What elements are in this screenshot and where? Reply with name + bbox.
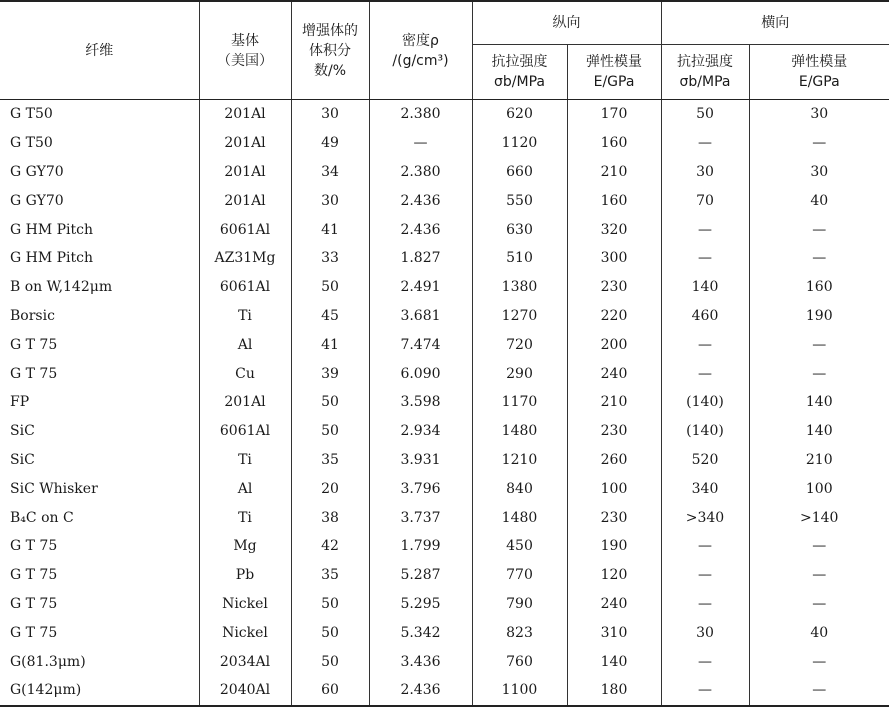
cell-trans-modulus: 40 [749,186,889,215]
cell-trans-tensile: — [661,676,749,706]
cell-long-modulus: 230 [567,417,661,446]
cell-volume-fraction: 50 [291,273,369,302]
cell-fiber: G T 75 [0,590,199,619]
cell-volume-fraction: 50 [291,590,369,619]
cell-trans-modulus: — [749,215,889,244]
cell-matrix: Al [199,474,291,503]
table-row [0,100,889,129]
cell-volume-fraction: 35 [291,561,369,590]
cell-trans-modulus: — [749,129,889,158]
cell-matrix: Cu [199,359,291,388]
cell-trans-modulus: 210 [749,446,889,475]
cell-long-modulus: 210 [567,158,661,187]
header-trans-modulus [749,45,889,100]
cell-fiber: G T 75 [0,330,199,359]
cell-density: 1.827 [369,244,472,273]
cell-long-modulus: 210 [567,388,661,417]
cell-long-modulus: 120 [567,561,661,590]
cell-long-modulus: 160 [567,129,661,158]
cell-matrix: Nickel [199,618,291,647]
cell-long-tensile: 1270 [472,302,567,331]
table-row [0,532,889,561]
cell-matrix: 6061Al [199,273,291,302]
cell-long-modulus: 230 [567,503,661,532]
cell-fiber: G T 75 [0,532,199,561]
cell-trans-modulus: — [749,244,889,273]
cell-matrix: Ti [199,302,291,331]
table-header [0,1,889,100]
cell-trans-tensile: — [661,244,749,273]
cell-long-tensile: 760 [472,647,567,676]
cell-fiber: SiC Whisker [0,474,199,503]
table-row [0,186,889,215]
table-row [0,158,889,187]
header-density [369,1,472,100]
cell-volume-fraction: 38 [291,503,369,532]
cell-fiber: G T 75 [0,561,199,590]
cell-long-tensile: 770 [472,561,567,590]
header-volfrac-line3: 数/% [292,61,369,81]
cell-volume-fraction: 50 [291,388,369,417]
table-row [0,215,889,244]
cell-density: 5.342 [369,618,472,647]
cell-trans-modulus: — [749,532,889,561]
cell-matrix: Ti [199,446,291,475]
cell-trans-modulus: 30 [749,100,889,129]
cell-density: 5.287 [369,561,472,590]
table-row [0,647,889,676]
cell-long-tensile: 620 [472,100,567,129]
header-longitudinal-label: 纵向 [553,15,581,31]
table-row [0,618,889,647]
cell-long-tensile: 1210 [472,446,567,475]
cell-trans-modulus: 160 [749,273,889,302]
table-row [0,330,889,359]
cell-matrix: 6061Al [199,215,291,244]
cell-trans-tensile: 520 [661,446,749,475]
cell-density: 2.491 [369,273,472,302]
cell-trans-tensile: 50 [661,100,749,129]
table-body [0,100,889,706]
cell-matrix: 201Al [199,186,291,215]
cell-fiber: G(81.3μm) [0,647,199,676]
cell-long-modulus: 190 [567,532,661,561]
cell-long-modulus: 300 [567,244,661,273]
cell-density: 3.436 [369,647,472,676]
table-row [0,417,889,446]
header-trans-tensile [661,45,749,100]
cell-volume-fraction: 42 [291,532,369,561]
header-long-tensile-line1: 抗拉强度 [473,52,567,72]
cell-fiber: G GY70 [0,186,199,215]
cell-long-modulus: 220 [567,302,661,331]
cell-density: 2.380 [369,158,472,187]
cell-trans-modulus: — [749,590,889,619]
cell-volume-fraction: 50 [291,618,369,647]
cell-matrix: 201Al [199,388,291,417]
cell-density: 3.681 [369,302,472,331]
cell-trans-tensile: — [661,647,749,676]
table-row [0,388,889,417]
header-matrix [199,1,291,100]
cell-fiber: SiC [0,417,199,446]
cell-volume-fraction: 49 [291,129,369,158]
cell-volume-fraction: 60 [291,676,369,706]
header-volume-fraction [291,1,369,100]
cell-matrix: 201Al [199,100,291,129]
cell-long-modulus: 240 [567,359,661,388]
table-row [0,474,889,503]
table-row [0,273,889,302]
cell-fiber: FP [0,388,199,417]
cell-long-tensile: 550 [472,186,567,215]
cell-fiber: G HM Pitch [0,244,199,273]
cell-long-tensile: 840 [472,474,567,503]
cell-long-tensile: 790 [472,590,567,619]
cell-volume-fraction: 45 [291,302,369,331]
cell-matrix: 2034Al [199,647,291,676]
cell-trans-tensile: — [661,359,749,388]
cell-density: 3.737 [369,503,472,532]
table-row [0,503,889,532]
cell-trans-tensile: — [661,532,749,561]
cell-long-modulus: 230 [567,273,661,302]
cell-long-modulus: 140 [567,647,661,676]
cell-trans-tensile: — [661,590,749,619]
cell-density: 3.598 [369,388,472,417]
cell-volume-fraction: 39 [291,359,369,388]
cell-long-tensile: 720 [472,330,567,359]
cell-density: 2.436 [369,215,472,244]
cell-long-tensile: 630 [472,215,567,244]
cell-long-modulus: 100 [567,474,661,503]
cell-density: 2.436 [369,186,472,215]
cell-volume-fraction: 30 [291,186,369,215]
table-row [0,561,889,590]
table-row [0,446,889,475]
cell-long-tensile: 290 [472,359,567,388]
cell-density: 1.799 [369,532,472,561]
table-row [0,676,889,706]
cell-volume-fraction: 33 [291,244,369,273]
cell-long-modulus: 170 [567,100,661,129]
cell-long-modulus: 240 [567,590,661,619]
header-fiber-label: 纤维 [85,43,113,59]
cell-long-tensile: 1170 [472,388,567,417]
header-volfrac-line2: 体积分 [292,41,369,61]
cell-trans-tensile: — [661,129,749,158]
cell-density: — [369,129,472,158]
cell-trans-tensile: 30 [661,618,749,647]
header-trans-tensile-line1: 抗拉强度 [662,52,749,72]
cell-fiber: G T50 [0,100,199,129]
cell-matrix: 201Al [199,129,291,158]
cell-density: 3.796 [369,474,472,503]
cell-trans-tensile: 30 [661,158,749,187]
cell-matrix: Al [199,330,291,359]
cell-fiber: G HM Pitch [0,215,199,244]
cell-trans-modulus: 100 [749,474,889,503]
header-trans-modulus-line2: E/GPa [750,72,889,92]
cell-trans-tensile: (140) [661,388,749,417]
cell-trans-modulus: — [749,647,889,676]
cell-matrix: Mg [199,532,291,561]
cell-volume-fraction: 50 [291,417,369,446]
cell-long-modulus: 160 [567,186,661,215]
cell-density: 2.380 [369,100,472,129]
cell-trans-modulus: 140 [749,417,889,446]
cell-long-tensile: 1100 [472,676,567,706]
cell-fiber: G T 75 [0,618,199,647]
cell-trans-tensile: 70 [661,186,749,215]
cell-trans-tensile: 460 [661,302,749,331]
header-long-modulus [567,45,661,100]
cell-matrix: 6061Al [199,417,291,446]
cell-fiber: G T 75 [0,359,199,388]
cell-volume-fraction: 30 [291,100,369,129]
cell-fiber: G GY70 [0,158,199,187]
cell-trans-tensile: — [661,561,749,590]
cell-fiber: B on W,142μm [0,273,199,302]
cell-trans-modulus: — [749,561,889,590]
cell-matrix: Nickel [199,590,291,619]
cell-fiber: B₄C on C [0,503,199,532]
cell-density: 5.295 [369,590,472,619]
cell-trans-tensile: — [661,330,749,359]
table-row [0,302,889,331]
cell-trans-tensile: >340 [661,503,749,532]
cell-trans-tensile: 140 [661,273,749,302]
header-long-modulus-line1: 弹性模量 [568,52,661,72]
cell-long-tensile: 1480 [472,503,567,532]
header-density-line1: 密度ρ [370,31,472,51]
table-row [0,244,889,273]
cell-long-tensile: 660 [472,158,567,187]
header-trans-modulus-line1: 弹性模量 [750,52,889,72]
cell-long-tensile: 1380 [472,273,567,302]
header-long-tensile-line2: σb/MPa [473,72,567,92]
cell-long-tensile: 823 [472,618,567,647]
cell-matrix: AZ31Mg [199,244,291,273]
cell-trans-modulus: 30 [749,158,889,187]
header-transverse-label: 横向 [761,15,789,31]
cell-volume-fraction: 20 [291,474,369,503]
header-density-line2: /(g/cm³) [370,51,472,71]
cell-trans-modulus: — [749,359,889,388]
cell-trans-tensile: — [661,215,749,244]
cell-density: 2.436 [369,676,472,706]
cell-trans-modulus: — [749,330,889,359]
header-long-tensile [472,45,567,100]
cell-long-tensile: 510 [472,244,567,273]
cell-long-tensile: 450 [472,532,567,561]
cell-matrix: Pb [199,561,291,590]
header-transverse [661,1,889,45]
header-volfrac-line1: 增强体的 [292,21,369,41]
cell-matrix: 2040Al [199,676,291,706]
cell-density: 2.934 [369,417,472,446]
cell-volume-fraction: 35 [291,446,369,475]
header-longitudinal [472,1,661,45]
cell-trans-tensile: (140) [661,417,749,446]
table-row [0,590,889,619]
cell-density: 3.931 [369,446,472,475]
cell-trans-modulus: 190 [749,302,889,331]
cell-volume-fraction: 41 [291,215,369,244]
cell-long-modulus: 310 [567,618,661,647]
cell-long-modulus: 320 [567,215,661,244]
cell-long-modulus: 180 [567,676,661,706]
cell-volume-fraction: 50 [291,647,369,676]
header-long-modulus-line2: E/GPa [568,72,661,92]
cell-long-tensile: 1120 [472,129,567,158]
cell-trans-modulus: >140 [749,503,889,532]
cell-matrix: Ti [199,503,291,532]
cell-long-tensile: 1480 [472,417,567,446]
cell-matrix: 201Al [199,158,291,187]
cell-fiber: G T50 [0,129,199,158]
cell-fiber: G(142μm) [0,676,199,706]
cell-long-modulus: 200 [567,330,661,359]
table-row [0,129,889,158]
cell-density: 7.474 [369,330,472,359]
header-trans-tensile-line2: σb/MPa [662,72,749,92]
cell-volume-fraction: 41 [291,330,369,359]
cell-long-modulus: 260 [567,446,661,475]
table-row [0,359,889,388]
cell-volume-fraction: 34 [291,158,369,187]
header-matrix-line2: （美国） [200,51,291,71]
cell-trans-modulus: 140 [749,388,889,417]
cell-trans-tensile: 340 [661,474,749,503]
cell-density: 6.090 [369,359,472,388]
header-fiber [0,1,199,100]
cell-trans-modulus: 40 [749,618,889,647]
cell-fiber: Borsic [0,302,199,331]
cell-trans-modulus: — [749,676,889,706]
header-matrix-line1: 基体 [200,31,291,51]
cell-fiber: SiC [0,446,199,475]
